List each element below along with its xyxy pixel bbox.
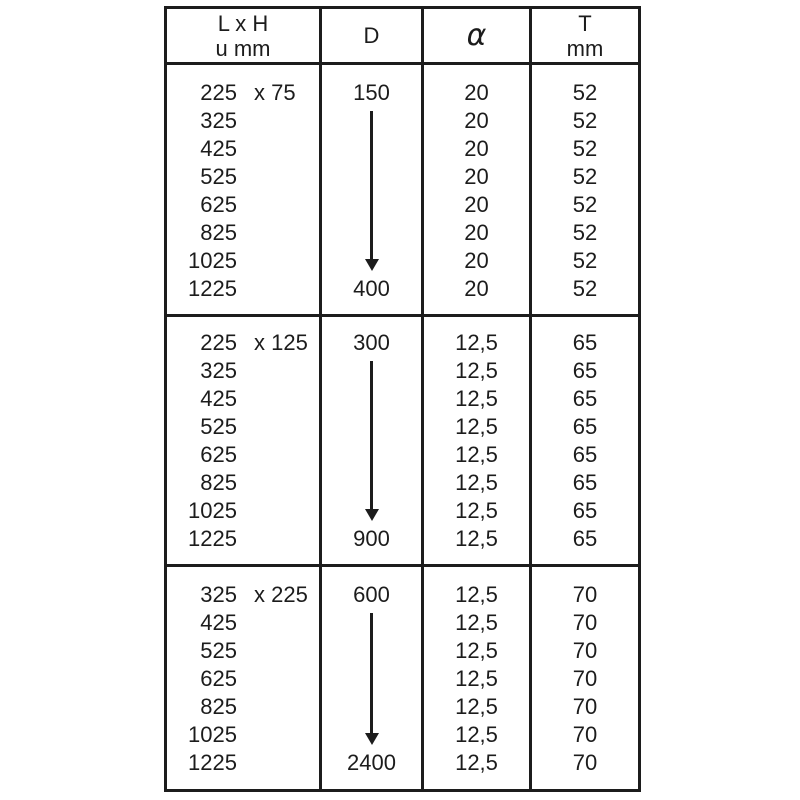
t-value: 70 — [572, 694, 598, 719]
d-start-value: 150 — [353, 80, 390, 105]
header-lxh — [167, 9, 322, 65]
length-value: 425 — [200, 136, 237, 161]
header-d-label: D — [363, 23, 380, 48]
alpha-value: 12,5 — [455, 694, 498, 719]
lxh-row — [167, 163, 319, 191]
t-value: 65 — [572, 386, 598, 411]
lxh-cell-group-2 — [167, 317, 322, 567]
header-alpha — [424, 9, 532, 65]
down-arrow-icon — [365, 111, 379, 271]
dimension-table — [164, 6, 641, 792]
height-value: x 225 — [254, 582, 308, 607]
alpha-value: 12,5 — [455, 442, 498, 467]
d-end-value: 900 — [353, 526, 390, 551]
alpha-cell-group-3 — [424, 567, 532, 789]
alpha-value: 20 — [464, 276, 489, 301]
lxh-row — [167, 357, 319, 385]
arrow-head — [365, 259, 379, 271]
alpha-value: 12,5 — [455, 414, 498, 439]
length-value: 325 — [200, 582, 237, 607]
alpha-value: 20 — [464, 248, 489, 273]
alpha-value: 20 — [464, 136, 489, 161]
alpha-value: 12,5 — [455, 386, 498, 411]
lxh-row — [167, 79, 319, 107]
lxh-row — [167, 609, 319, 637]
lxh-row — [167, 107, 319, 135]
alpha-value: 12,5 — [455, 750, 498, 775]
length-value: 1025 — [188, 722, 237, 747]
t-value: 70 — [572, 722, 598, 747]
length-value: 425 — [200, 386, 237, 411]
length-value: 1025 — [188, 248, 237, 273]
t-value: 52 — [572, 192, 598, 217]
alpha-value: 20 — [464, 80, 489, 105]
lxh-cell-group-1 — [167, 65, 322, 317]
length-value: 525 — [200, 638, 237, 663]
alpha-value: 12,5 — [455, 470, 498, 495]
t-value: 52 — [572, 164, 598, 189]
lxh-row — [167, 497, 319, 525]
t-cell-group-1 — [532, 65, 638, 317]
t-value: 70 — [572, 638, 598, 663]
alpha-value: 20 — [464, 164, 489, 189]
alpha-value: 12,5 — [455, 582, 498, 607]
arrow-head — [365, 733, 379, 745]
alpha-symbol: α — [466, 17, 487, 53]
length-value: 525 — [200, 164, 237, 189]
t-value: 65 — [572, 330, 598, 355]
header-t-line1: T — [578, 10, 592, 36]
arrow-shaft — [370, 111, 373, 260]
length-value: 325 — [200, 358, 237, 383]
length-value: 825 — [200, 220, 237, 245]
height-value: x 75 — [254, 80, 296, 105]
t-cell-group-2 — [532, 317, 638, 567]
alpha-value: 12,5 — [455, 638, 498, 663]
lxh-row — [167, 469, 319, 497]
lxh-row — [167, 219, 319, 247]
length-value: 225 — [200, 330, 237, 355]
t-value: 70 — [572, 666, 598, 691]
length-value: 625 — [200, 192, 237, 217]
alpha-value: 12,5 — [455, 498, 498, 523]
t-value: 70 — [572, 582, 598, 607]
table-group-1 — [167, 65, 638, 317]
t-cell-group-3 — [532, 567, 638, 789]
lxh-row — [167, 247, 319, 275]
length-value: 1225 — [188, 276, 237, 301]
alpha-value: 20 — [464, 220, 489, 245]
d-start-value: 600 — [353, 582, 390, 607]
lxh-row — [167, 413, 319, 441]
d-end-value: 2400 — [347, 750, 396, 775]
t-value: 52 — [572, 108, 598, 133]
header-t-line2: mm — [566, 35, 604, 61]
t-value: 65 — [572, 442, 598, 467]
arrow-shaft — [370, 613, 373, 734]
header-lxh-line2: u mm — [215, 35, 271, 61]
lxh-row — [167, 441, 319, 469]
length-value: 1225 — [188, 750, 237, 775]
d-cell-group-1 — [322, 65, 424, 317]
table-group-2 — [167, 317, 638, 567]
down-arrow-icon — [365, 613, 379, 745]
down-arrow-icon — [365, 361, 379, 521]
lxh-row — [167, 581, 319, 609]
length-value: 425 — [200, 610, 237, 635]
lxh-row — [167, 191, 319, 219]
t-value: 52 — [572, 136, 598, 161]
t-value: 65 — [572, 526, 598, 551]
alpha-value: 12,5 — [455, 722, 498, 747]
alpha-cell-group-2 — [424, 317, 532, 567]
length-value: 1025 — [188, 498, 237, 523]
lxh-row — [167, 275, 319, 303]
table-group-3 — [167, 567, 638, 789]
t-value: 70 — [572, 610, 598, 635]
t-value: 65 — [572, 470, 598, 495]
header-d — [322, 9, 424, 65]
length-value: 825 — [200, 694, 237, 719]
length-value: 225 — [200, 80, 237, 105]
length-value: 525 — [200, 414, 237, 439]
lxh-row — [167, 637, 319, 665]
alpha-value: 12,5 — [455, 666, 498, 691]
height-value: x 125 — [254, 330, 308, 355]
d-end-value: 400 — [353, 276, 390, 301]
length-value: 1225 — [188, 526, 237, 551]
alpha-value: 12,5 — [455, 330, 498, 355]
t-value: 65 — [572, 498, 598, 523]
alpha-value: 12,5 — [455, 610, 498, 635]
lxh-cell-group-3 — [167, 567, 322, 789]
lxh-row — [167, 749, 319, 777]
header-lxh-line1: L x H — [217, 10, 269, 36]
lxh-row — [167, 135, 319, 163]
lxh-row — [167, 693, 319, 721]
arrow-shaft — [370, 361, 373, 510]
lxh-row — [167, 721, 319, 749]
alpha-value: 20 — [464, 192, 489, 217]
t-value: 65 — [572, 414, 598, 439]
t-value: 52 — [572, 248, 598, 273]
d-cell-group-2 — [322, 317, 424, 567]
lxh-row — [167, 385, 319, 413]
t-value: 52 — [572, 220, 598, 245]
length-value: 325 — [200, 108, 237, 133]
lxh-row — [167, 525, 319, 553]
d-start-value: 300 — [353, 330, 390, 355]
t-value: 52 — [572, 80, 598, 105]
arrow-head — [365, 509, 379, 521]
t-value: 65 — [572, 358, 598, 383]
length-value: 825 — [200, 470, 237, 495]
length-value: 625 — [200, 442, 237, 467]
t-value: 70 — [572, 750, 598, 775]
length-value: 625 — [200, 666, 237, 691]
table-header — [167, 9, 638, 65]
lxh-row — [167, 665, 319, 693]
alpha-cell-group-1 — [424, 65, 532, 317]
t-value: 52 — [572, 276, 598, 301]
header-t — [532, 9, 638, 65]
lxh-row — [167, 329, 319, 357]
alpha-value: 12,5 — [455, 358, 498, 383]
d-cell-group-3 — [322, 567, 424, 789]
alpha-value: 12,5 — [455, 526, 498, 551]
alpha-value: 20 — [464, 108, 489, 133]
